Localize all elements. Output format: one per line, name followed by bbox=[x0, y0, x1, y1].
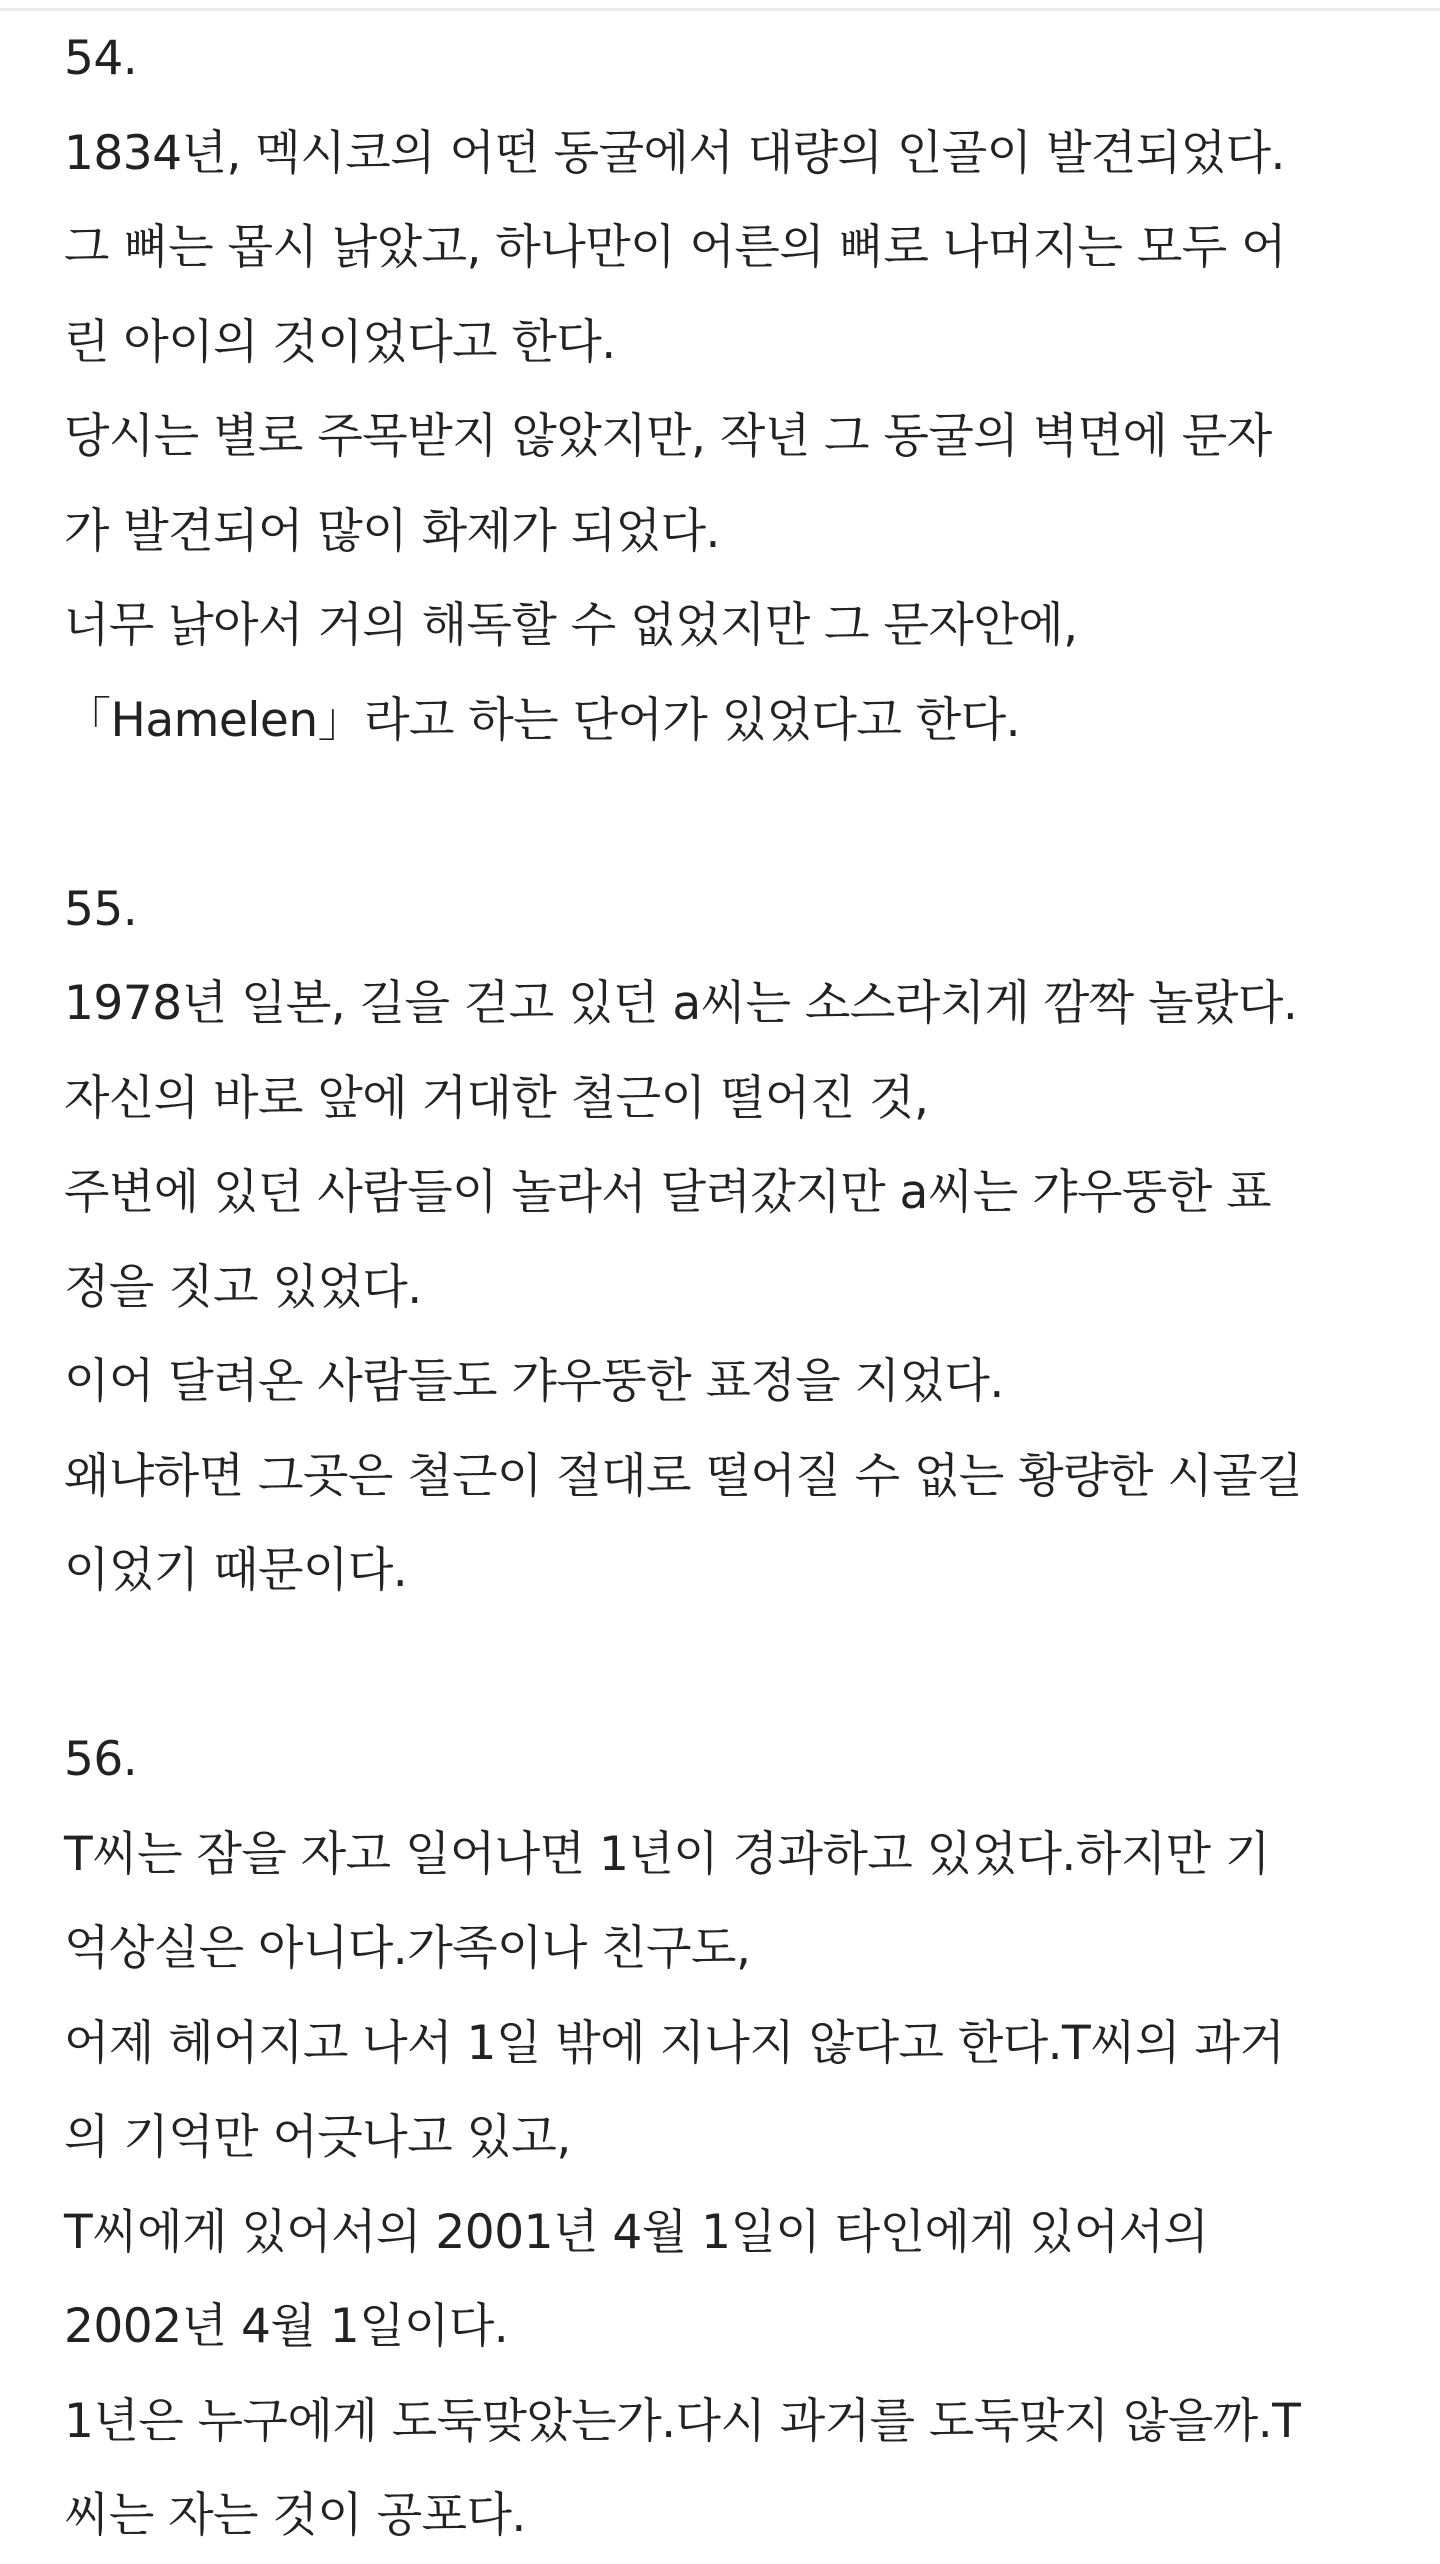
story-number: 56. bbox=[64, 1732, 138, 1787]
story-line: 너무 낡아서 거의 해독할 수 없었지만 그 문자안에, bbox=[64, 598, 1078, 653]
blank-line bbox=[64, 768, 1404, 863]
story-line: 1834년, 멕시코의 어떤 동굴에서 대량의 인골이 발견되었다. bbox=[64, 125, 1285, 181]
story-line: 억상실은 아니다.가족이나 친구도, bbox=[64, 1921, 751, 1976]
story-56 bbox=[64, 1713, 1404, 2564]
story-line: T씨는 잠을 자고 일어나면 1년이 경과하고 있었다.하지만 기 bbox=[64, 1826, 1270, 1882]
story-54 bbox=[64, 12, 1404, 768]
story-line: 이었기 때문이다. bbox=[64, 1543, 408, 1598]
blank-line bbox=[64, 1619, 1404, 1714]
story-line: 그 뼈는 몹시 낡았고, 하나만이 어른의 뼈로 나머지는 모두 어 bbox=[64, 220, 1287, 275]
story-line: 이어 달려온 사람들도 갸우뚱한 표정을 지었다. bbox=[64, 1354, 1004, 1409]
story-line: 1년은 누구에게 도둑맞았는가.다시 과거를 도둑맞지 않을까.T bbox=[64, 2393, 1301, 2449]
story-line: 왜냐하면 그곳은 철근이 절대로 떨어질 수 없는 황량한 시골길 bbox=[64, 1448, 1303, 1504]
top-divider bbox=[0, 8, 1440, 11]
story-line: 당시는 별로 주목받지 않았지만, 작년 그 동굴의 벽면에 문자 bbox=[64, 409, 1272, 464]
story-number: 55. bbox=[64, 881, 138, 937]
story-line: 어제 헤어지고 나서 1일 밖에 지나지 않다고 한다.T씨의 과거 bbox=[64, 2015, 1285, 2071]
story-line: 「Hamelen」라고 하는 단어가 있었다고 한다. bbox=[64, 692, 1021, 748]
story-line: 주변에 있던 사람들이 놀라서 달려갔지만 a씨는 갸우뚱한 표 bbox=[64, 1165, 1272, 1220]
story-line: 의 기억만 어긋나고 있고, bbox=[64, 2110, 571, 2165]
article-body bbox=[64, 12, 1404, 2564]
story-number: 54. bbox=[64, 31, 138, 86]
story-line: 1978년 일본, 길을 걷고 있던 a씨는 소스라치게 깜짝 놀랐다. bbox=[64, 976, 1298, 1031]
story-line: 자신의 바로 앞에 거대한 철근이 떨어진 것, bbox=[64, 1070, 929, 1126]
story-line: 정을 짓고 있었다. bbox=[64, 1259, 422, 1315]
story-line: 씨는 자는 것이 공포다. bbox=[64, 2488, 526, 2543]
story-55 bbox=[64, 863, 1404, 1619]
story-line: 린 아이의 것이었다고 한다. bbox=[64, 314, 616, 370]
story-line: 가 발견되어 많이 화제가 되었다. bbox=[64, 503, 720, 559]
story-line: 2002년 4월 1일이다. bbox=[64, 2299, 509, 2354]
story-line: T씨에게 있어서의 2001년 4월 1일이 타인에게 있어서의 bbox=[64, 2204, 1209, 2260]
